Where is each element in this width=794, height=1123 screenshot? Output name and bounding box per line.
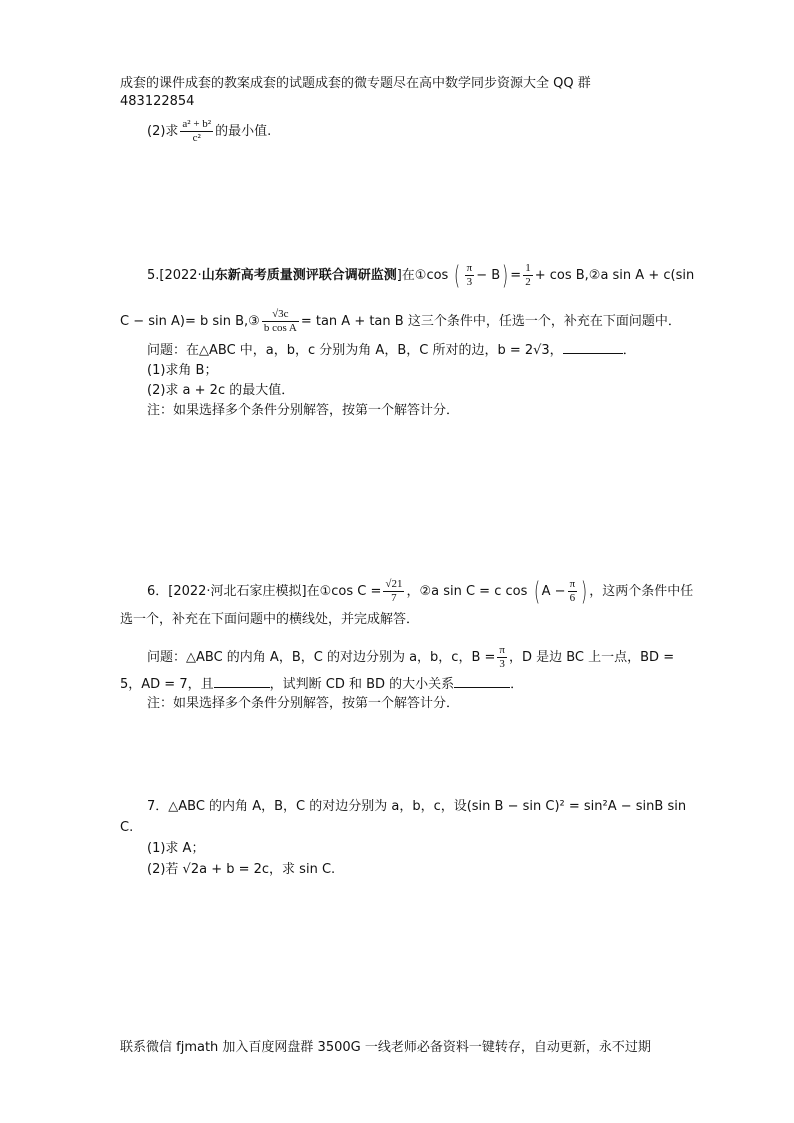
q5-source-open: [2022· [159, 268, 202, 283]
q7-line-1: 7．△ABC 的内角 A，B，C 的对边分别为 a，b，c，设(sin B − sin C)² = sin²A − sinB sin [147, 799, 687, 814]
q6-line-4 [120, 676, 523, 693]
q5-part1: (1)求角 B； [147, 363, 218, 378]
q5-line2-head: C − sin A)= b sin B,③ [120, 314, 260, 329]
q5-two: 2 [525, 276, 531, 288]
q5-one: 1 [525, 262, 531, 274]
q6-three: 3 [499, 658, 505, 670]
q5-minus-b: − B [476, 268, 501, 283]
q5-problem-text: 问题：在△ABC 中，a，b，c 分别为角 A，B，C 所对的边，b = 2√3， [147, 343, 563, 358]
left-paren-icon: ( [454, 260, 461, 291]
q6-line4-a: 5，AD = 7，且 [120, 677, 214, 692]
q6-a-minus: A − [541, 584, 566, 599]
q6-problem-tail: ，D 是边 BC 上一点，BD = [508, 650, 675, 665]
q4-frac-den: c² [192, 132, 201, 144]
q6-sqrt21: √21 [385, 578, 403, 590]
q4-frac-num: a² + b² [182, 118, 212, 130]
q5-sqrt3c: √3c [262, 308, 299, 322]
q5-source: 山东新高考质量测评联合调研监测 [201, 268, 397, 283]
q5-pi: π [466, 262, 473, 274]
q6-line-1 [147, 578, 693, 605]
q5-number: 5. [147, 268, 160, 283]
q4-part2 [147, 118, 271, 145]
q5-bcosa: b cos A [263, 322, 297, 334]
q5-sqrt3c-fraction [262, 308, 299, 335]
q6-condition-blank[interactable] [214, 676, 270, 688]
right-paren-icon: ) [581, 576, 588, 607]
q6-sqrt21-over-7 [383, 578, 404, 605]
left-paren-icon: ( [533, 576, 540, 607]
q4-part2-prefix: (2)求 [147, 124, 179, 139]
q6-problem [147, 644, 674, 671]
q6-six: 6 [569, 592, 576, 604]
q5-cond1-tail: + cos B,②a sin A + c(sin [534, 268, 695, 283]
q6-line4-c: ． [510, 677, 524, 692]
q5-note: 注：如果选择多个条件分别解答，按第一个解答计分． [147, 403, 460, 418]
q6-line4-b: ，试判断 CD 和 BD 的大小关系 [269, 677, 455, 692]
q5-three: 3 [466, 276, 473, 288]
q7-part2: (2)若 √2a + b = 2c，求 sin C. [147, 862, 336, 877]
footer-text: 联系微信 fjmath 加入百度网盘群 3500G 一线老师必备资料一键转存，自动更新，永不过期 [120, 1040, 651, 1055]
header-line-2: 483122854 [120, 94, 195, 109]
q6-problem-head: 问题：△ABC 的内角 A，B，C 的对边分别为 a，b，c，B = [147, 650, 496, 665]
q5-line2-tail: = tan A + tan B 这三个条件中，任选一个，补充在下面问题中． [300, 314, 681, 329]
q5-source-close: ]在①cos [396, 268, 449, 283]
q6-head: 6．[2022·河北石家庄模拟]在①cos C = [147, 584, 382, 599]
q5-pi-over-3 [465, 262, 475, 289]
q6-answer-blank[interactable] [454, 676, 510, 688]
q6-line-2: 选一个，补充在下面问题中的横线处，并完成解答． [120, 612, 420, 627]
right-paren-icon: ) [502, 260, 509, 291]
q6-cond2: ，②a sin C = c cos [406, 584, 528, 599]
header-line-1: 成套的课件成套的教案成套的试题成套的微专题尽在高中数学同步资源大全 QQ 群 [120, 76, 591, 91]
q4-part2-suffix: 的最小值. [215, 124, 272, 139]
q6-pi2: π [499, 644, 505, 656]
q6-note: 注：如果选择多个条件分别解答，按第一个解答计分． [147, 696, 460, 711]
q5-line-2 [120, 308, 681, 335]
q6-pi-over-3 [497, 644, 507, 671]
q7-line-2: C. [120, 820, 134, 835]
q6-pi-over-6 [568, 578, 578, 605]
q5-problem: 问题：在△ABC 中，a，b，c 分别为角 A，B，C 所对的边，b = 2√3， ． [147, 343, 636, 358]
q4-fraction [180, 118, 213, 145]
q6-pi: π [569, 578, 576, 590]
q6-seven: 7 [391, 592, 397, 604]
q5-line-1 [147, 262, 694, 289]
q5-part2: (2)求 a + 2c 的最大值． [147, 383, 295, 398]
q5-one-half [523, 262, 533, 289]
q5-answer-blank[interactable] [563, 342, 623, 354]
q5-equals: = [510, 268, 522, 283]
q6-tail: ，这两个条件中任 [589, 584, 694, 599]
q7-part1: (1)求 A； [147, 841, 205, 856]
